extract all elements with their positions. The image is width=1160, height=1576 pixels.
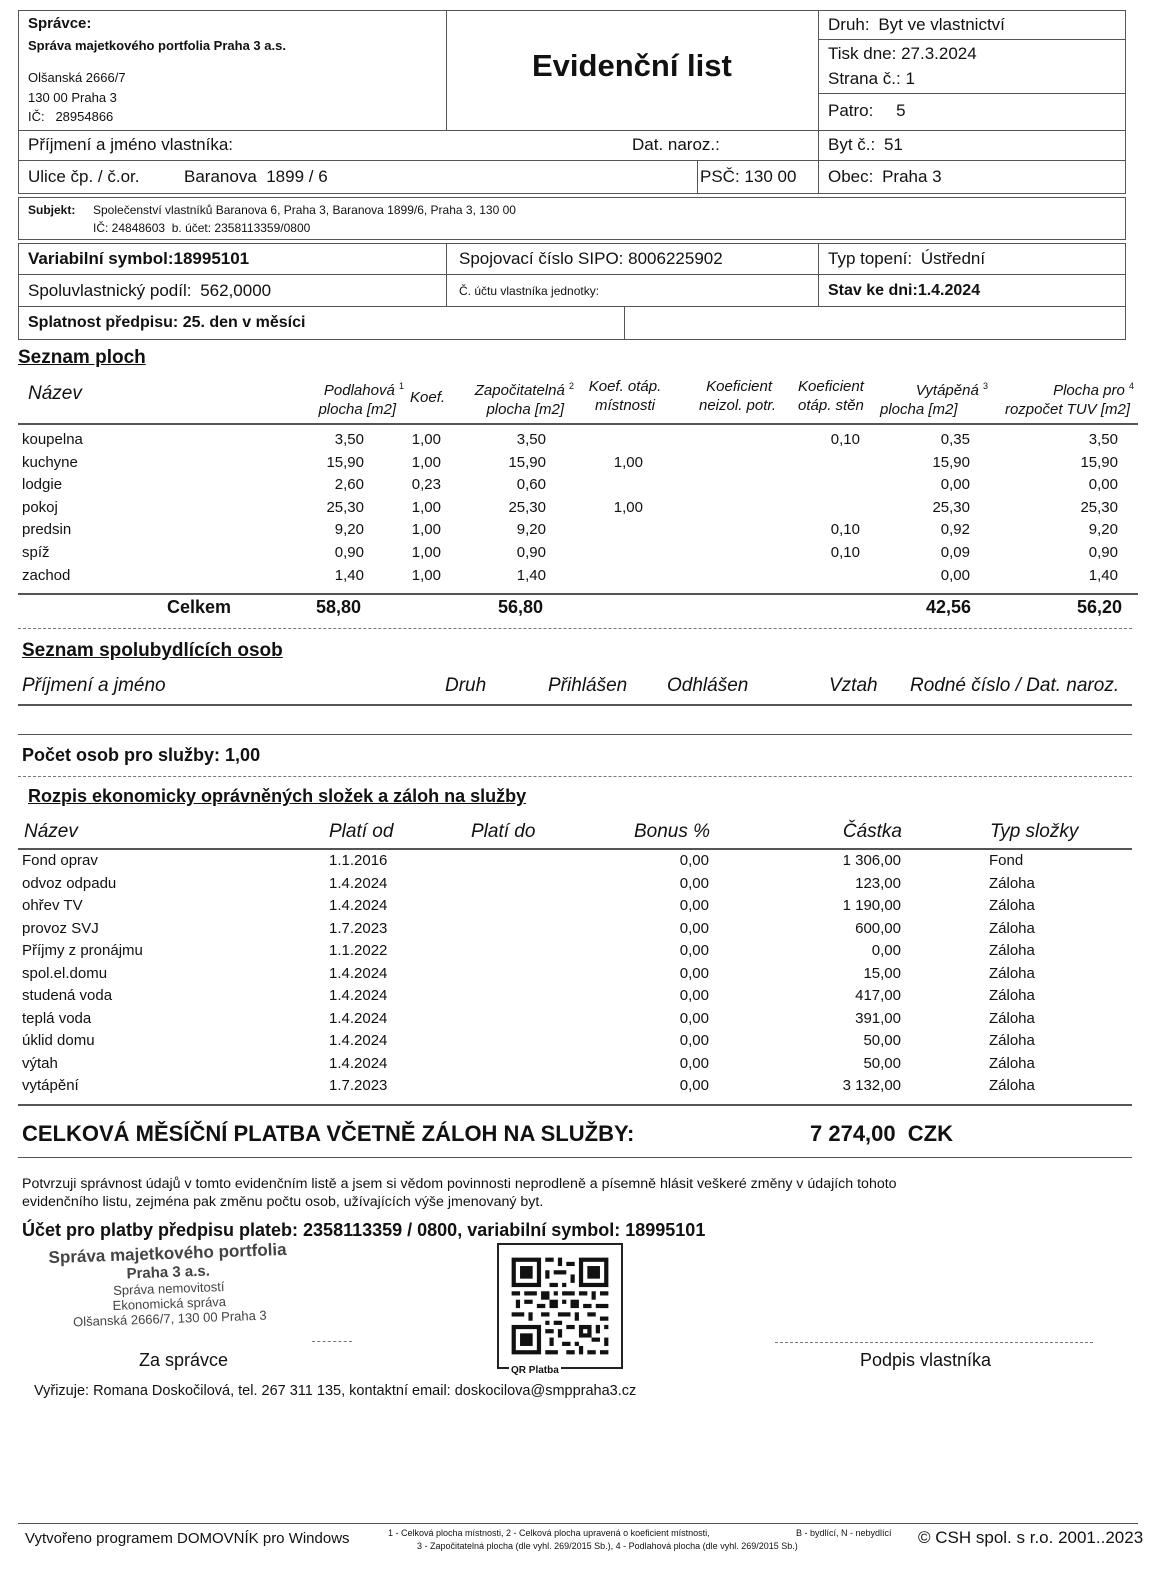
- total-currency: CZK: [907, 1121, 953, 1146]
- services-table: [22, 852, 1132, 1100]
- services-section-title: Rozpis ekonomicky oprávněných složek a záloh na služby: [28, 786, 527, 806]
- persons-count-value: 1,00: [225, 745, 261, 765]
- rooms-total-countable: 56,80: [497, 597, 543, 617]
- flat-number-label: Byt č.:: [828, 135, 876, 154]
- manager-stamp: Správa majetkového portfolia Praha 3 a.s. Správa nemovitostí Ekonomická správa Olšanská 2666/7, 130 00 Praha 3: [48, 1239, 287, 1330]
- rooms-total-label: Celkem: [167, 597, 232, 617]
- floor-field: [828, 101, 906, 121]
- rooms-section-title: Seznam ploch: [18, 347, 146, 368]
- manager-label: Správce:: [28, 15, 92, 32]
- table-header-rule: [18, 704, 1132, 706]
- table-row: teplá voda 1.4.2024 0,00 391,00 Záloha: [22, 1009, 1035, 1027]
- table-row: kuchyne 15,90 1,00 15,90 1,00 15,90 15,90: [22, 453, 1118, 471]
- zip-value: 130 00: [744, 167, 797, 186]
- page-number-field: [828, 69, 915, 89]
- floor-value: 5: [896, 101, 906, 120]
- section-separator: [18, 628, 1132, 629]
- confirmation-text-line1: Potvrzuji správnost údajů v tomto evidenčním listě a jsem si vědom povinnosti neprodleně a písemně hlásit veškeré změny v údajích tohoto: [22, 1176, 897, 1192]
- type-field: [828, 15, 1005, 35]
- col-header-bonus: Bonus %: [633, 821, 710, 842]
- table-row: ohřev TV 1.4.2024 0,00 1 190,00 Záloha: [22, 897, 1035, 914]
- table-row: provoz SVJ 1.7.2023 0,00 600,00 Záloha: [22, 919, 1035, 937]
- share-label: Spoluvlastnický podíl:: [28, 281, 192, 300]
- state-date-label: Stav ke dni:: [828, 282, 918, 299]
- divider: [624, 306, 625, 340]
- city-value: Praha 3: [882, 167, 942, 186]
- state-date-value: 1.4.2024: [917, 282, 981, 299]
- rooms-total-floor: 58,80: [315, 597, 361, 617]
- subject-line1: Společenství vlastníků Baranova 6, Praha 3, Baranova 1899/6, Praha 3, 130 00: [93, 203, 516, 217]
- manager-street: Olšanská 2666/7: [28, 70, 126, 85]
- heating-label: Typ topení:: [828, 249, 913, 268]
- col-header-resident-name: Příjmení a jméno: [22, 675, 166, 696]
- variable-symbol-value: 18995101: [173, 249, 250, 268]
- table-row: vytápění 1.7.2023 0,00 3 132,00 Záloha: [22, 1077, 1035, 1094]
- owner-account-label: Č. účtu vlastníka jednotky:: [459, 284, 600, 298]
- col-header-name: Název: [28, 383, 82, 404]
- table-end-rule: [18, 734, 1132, 735]
- city-field: [828, 167, 942, 187]
- divider: [18, 274, 1126, 275]
- owner-signature-line: [775, 1342, 1093, 1343]
- due-label: Splatnost předpisu:: [28, 314, 179, 331]
- manager-signature-line: [312, 1341, 352, 1342]
- table-row: studená voda 1.4.2024 0,00 417,00 Záloha: [22, 987, 1035, 1004]
- total-payment-label: CELKOVÁ MĚSÍČNÍ PLATBA VČETNĚ ZÁLOH NA SLUŽBY:: [22, 1121, 635, 1146]
- owner-label: Příjmení a jméno vlastníka:: [28, 135, 234, 154]
- col-header-countable-area: Započitatelná $^2$ plocha [m2]: [474, 381, 574, 418]
- print-date-field: [828, 44, 977, 64]
- divider: [818, 93, 1126, 94]
- services-end-rule: [18, 1104, 1132, 1106]
- share-value: 562,0000: [200, 281, 272, 300]
- qr-payment-code: [497, 1243, 623, 1369]
- footnote-line2: 3 - Započitatelná plocha (dle vyhl. 269/2015 Sb.), 4 - Podlahová plocha (dle vyhl. 269/2015 Sb.): [417, 1541, 798, 1551]
- sipo-field: [459, 249, 723, 269]
- total-amount: 7 274,00: [810, 1121, 896, 1146]
- heating-field: [828, 249, 985, 269]
- page-number-value: 1: [905, 69, 915, 88]
- contact-line: Vyřizuje: Romana Doskočilová, tel. 267 311 135, kontaktní email: doskocilova@smppraha3.cz: [34, 1383, 637, 1399]
- table-row: koupelna 3,50 1,00 3,50 0,10 0,35 3,50: [22, 431, 1118, 448]
- footnote-line1b: B - bydlící, N - nebydlící: [796, 1528, 892, 1538]
- col-header-resident-kind: Druh: [445, 675, 487, 696]
- col-header-wall-coef: Koeficient otáp. stěn: [798, 378, 864, 414]
- col-header-coef: Koef.: [410, 389, 446, 406]
- qr-code-icon: [499, 1245, 621, 1367]
- zip-label: PSČ:: [700, 167, 740, 186]
- divider: [818, 243, 819, 306]
- type-label: Druh:: [828, 15, 870, 34]
- manager-name: Správa majetkového portfolia Praha 3 a.s.: [28, 38, 286, 53]
- sipo-label: Spojovací číslo SIPO:: [459, 249, 624, 268]
- zip-field: [700, 167, 796, 187]
- page-title: Evidenční list: [532, 48, 732, 83]
- table-row: úklid domu 1.4.2024 0,00 50,00 Záloha: [22, 1032, 1035, 1049]
- street-value: Baranova 1899 / 6: [184, 167, 328, 186]
- flat-number-value: 51: [883, 135, 903, 154]
- col-header-relation: Vztah: [829, 675, 878, 696]
- table-row: spol.el.domu 1.4.2024 0,00 15,00 Záloha: [22, 964, 1035, 982]
- manager-city: 130 00 Praha 3: [28, 90, 117, 105]
- divider: [18, 130, 1126, 131]
- subject-label: Subjekt:: [28, 203, 76, 217]
- col-header-birth-number: Rodné číslo / Dat. naroz.: [910, 675, 1120, 696]
- confirmation-text-line2: evidenčního listu, zejména pak změnu počtu osob, užívajících výše jmenovaný byt.: [22, 1194, 544, 1210]
- table-row: lodgie 2,60 0,23 0,60 0,00 0,00: [22, 476, 1118, 494]
- total-payment-value: [810, 1121, 953, 1147]
- street-label: Ulice čp. / č.or.: [28, 167, 140, 186]
- table-row: pokoj 25,30 1,00 25,30 1,00 25,30 25,30: [22, 498, 1118, 516]
- variable-symbol-field: [28, 249, 249, 269]
- sipo-value: 8006225902: [628, 249, 723, 268]
- birth-date-label: Dat. naroz.:: [632, 135, 720, 154]
- type-value: Byt ve vlastnictví: [878, 15, 1005, 34]
- footer-rule: [18, 1523, 1138, 1524]
- city-label: Obec:: [828, 167, 874, 186]
- due-value: 25. den v měsíci: [182, 314, 306, 331]
- table-row: spíž 0,90 1,00 0,90 0,10 0,09 0,90: [22, 543, 1118, 561]
- table-header-rule: [18, 423, 1138, 425]
- col-header-heated-area: Vytápěná $^3$ plocha [m2]: [880, 381, 988, 418]
- col-header-registered: Přihlášen: [548, 675, 628, 696]
- table-row: zachod 1,40 1,00 1,40 0,00 1,40: [22, 566, 1118, 584]
- owner-signature-label: Podpis vlastníka: [860, 1350, 992, 1370]
- flat-number-field: [828, 135, 903, 155]
- manager-ic: IČ: 28954866: [28, 109, 114, 124]
- state-date-field: [828, 282, 980, 300]
- divider: [818, 10, 819, 194]
- manager-signature-label: Za správce: [139, 1350, 229, 1370]
- col-header-tuv-area: Plocha pro $^4$ rozpočet TUV [m2]: [1004, 381, 1134, 418]
- rooms-total-tuv: 56,20: [1076, 597, 1122, 617]
- floor-label: Patro:: [828, 101, 874, 120]
- divider: [818, 39, 1126, 40]
- page-number-label: Strana č.:: [828, 69, 901, 88]
- program-credit: Vytvořeno programem DOMOVNÍK pro Windows: [25, 1530, 350, 1547]
- col-header-uninsulated-coef: Koeficient neizol. potr.: [699, 378, 776, 414]
- subject-line2: IČ: 24848603 b. účet: 2358113359/0800: [93, 221, 311, 235]
- col-header-component-type: Typ složky: [990, 821, 1079, 842]
- col-header-valid-from: Platí od: [329, 821, 394, 842]
- totals-rule: [18, 593, 1138, 595]
- due-field: [28, 314, 305, 332]
- table-row: odvoz odpadu 1.4.2024 0,00 123,00 Záloha: [22, 874, 1035, 892]
- col-header-room-heat-coef: Koef. otáp. místnosti: [588, 378, 662, 414]
- divider: [697, 160, 698, 194]
- divider: [18, 160, 1126, 161]
- table-row: predsin 9,20 1,00 9,20 0,10 0,92 9,20: [22, 521, 1118, 539]
- footnote-line1: 1 - Celková plocha místnosti, 2 - Celková plocha upravená o koeficient místnosti,: [388, 1528, 710, 1538]
- copyright: © CSH spol. s r.o. 2001..2023: [918, 1528, 1144, 1547]
- rooms-table: [22, 431, 1132, 589]
- divider: [446, 243, 447, 306]
- print-date-value: 27.3.2024: [901, 44, 977, 63]
- col-header-amount: Částka: [842, 821, 902, 842]
- col-header-unregistered: Odhlášen: [667, 675, 749, 696]
- divider: [446, 10, 447, 130]
- qr-label: QR Platba: [511, 1365, 559, 1376]
- col-header-service-name: Název: [24, 821, 78, 842]
- col-header-floor-area: Podlahová $^1$ plocha [m2]: [318, 381, 404, 418]
- persons-count-field: [22, 745, 260, 766]
- heating-value: Ústřední: [920, 249, 986, 268]
- print-date-label: Tisk dne:: [828, 44, 897, 63]
- table-row: Fond oprav 1.1.2016 0,00 1 306,00 Fond: [22, 852, 1024, 869]
- table-row: Příjmy z pronájmu 1.1.2022 0,00 0,00 Záloha: [22, 942, 1035, 959]
- share-field: [28, 281, 271, 301]
- total-rule: [18, 1157, 1132, 1158]
- divider: [18, 306, 1126, 307]
- residents-section-title: Seznam spolubydlících osob: [22, 640, 283, 661]
- rooms-total-heated: 42,56: [925, 597, 971, 617]
- col-header-valid-to: Platí do: [471, 821, 536, 842]
- variable-symbol-label: Variabilní symbol:: [28, 249, 174, 268]
- table-header-rule: [18, 848, 1132, 850]
- table-row: výtah 1.4.2024 0,00 50,00 Záloha: [22, 1054, 1035, 1072]
- persons-count-label: Počet osob pro služby:: [22, 745, 221, 765]
- payment-account-line: Účet pro platby předpisu plateb: 2358113359 / 0800, variabilní symbol: 18995101: [22, 1220, 706, 1240]
- section-separator: [18, 776, 1132, 777]
